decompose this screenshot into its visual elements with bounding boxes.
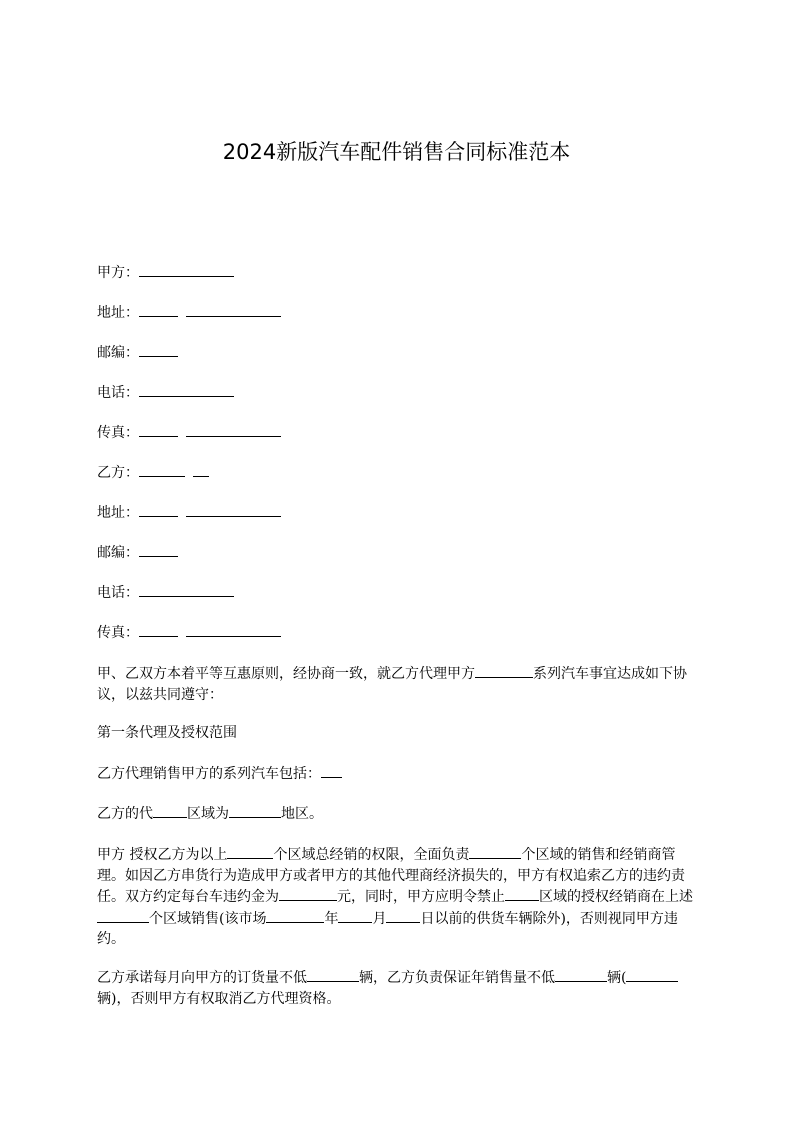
auth-blank-3 [505,886,539,901]
party-a-fax-blank [139,422,178,437]
quota-text-2: 辆，乙方负责保证年销售量不低 [359,970,555,986]
auth-blank-4 [97,908,149,923]
auth-text-4: 元，同时，甲方应明令禁止 [337,889,505,905]
series-blank [475,663,533,678]
party-b-name-blank [139,462,185,477]
party-a-postcode-line [97,342,178,363]
party-b-address-label: 地址： [97,505,139,521]
agency-area-line [97,803,323,824]
party-b-postcode-blank [139,542,178,557]
article-1-heading: 第一条代理及授权范围 [97,725,237,741]
preamble-text-2: 系列汽车事宜达成如下协议，以兹共同遵守： [97,666,687,703]
party-b-phone-blank [139,582,234,597]
party-b-fax-label: 传真： [97,625,139,641]
party-b-phone-label: 电话： [97,585,139,601]
party-b-name-label: 乙方： [97,465,139,481]
party-b-phone-line [97,582,234,603]
party-b-name-line [97,462,209,483]
party-a-phone-label: 电话： [97,385,139,401]
party-a-postcode-label: 邮编： [97,345,139,361]
year-label: 年 [324,910,339,927]
preamble-paragraph [97,663,701,705]
annual-sales-blank [555,967,607,982]
party-b-postcode-line [97,542,178,563]
month-blank [338,908,372,923]
annual-sales-blank-2 [626,967,678,982]
party-b-address-blank-2 [186,502,281,517]
models-label: 乙方代理销售甲方的系列汽车包括： [97,766,321,782]
day-blank [386,908,420,923]
party-a-address-label: 地址： [97,305,139,321]
party-a-name-blank [139,262,234,277]
party-a-name-line [97,262,234,283]
penalty-amount-blank [279,886,337,901]
models-blank [321,763,342,778]
party-b-fax-blank [139,622,178,637]
preamble-text-1: 甲、乙双方本着平等互惠原则，经协商一致，就乙方代理甲方 [97,666,475,682]
document-title: 2024新版汽车配件销售合同标准范本 [222,140,571,164]
party-b-postcode-label: 邮编： [97,545,139,561]
party-a-address-blank-2 [186,302,281,317]
party-a-postcode-blank [139,342,178,357]
sales-quota-paragraph [97,967,701,1009]
party-a-fax-label: 传真： [97,425,139,441]
party-a-phone-blank [139,382,234,397]
quota-text-1: 乙方承诺每月向甲方的订货量不低 [97,970,307,986]
party-a-address-blank [139,302,178,317]
year-blank [266,908,324,923]
party-a-name-label: 甲方： [97,265,139,281]
auth-text-3: 个区域的销售和经销商管理。如因乙方串货行为造成甲方或者甲方的其他代理商经济损失的，甲方有权追索乙方的违约责任。双方约定每台车违约金为 [97,847,685,905]
month-label: 月 [372,910,387,927]
party-a-fax-blank-2 [186,422,281,437]
party-a-phone-line [97,382,234,403]
authorization-paragraph [97,844,701,950]
party-b-fax-blank-2 [186,622,281,637]
auth-text-6: 个区域销售(该市场 [149,910,267,927]
auth-text-2: 个区域总经销的权限，全面负责 [273,847,470,863]
party-b-address-blank [139,502,178,517]
quota-text-4: 辆)，否则甲方有权取消乙方代理资格。 [97,990,341,1007]
party-a-fax-line [97,422,281,443]
quota-text-3: 辆( [607,970,627,986]
area-text-3: 地区。 [281,806,323,822]
party-b-name-blank-2 [193,462,209,477]
auth-text-1: 甲方 授权乙方为以上 [97,847,228,863]
auth-text-5: 区域的授权经销商在上述 [539,889,693,905]
area-text-1: 乙方的代 [97,806,153,822]
party-a-address-line [97,302,281,323]
auth-blank-1 [227,844,273,859]
area-blank-2 [229,803,281,818]
models-line [97,763,342,784]
party-b-fax-line [97,622,281,643]
party-b-address-line [97,502,281,523]
auth-blank-2 [469,844,521,859]
monthly-order-blank [307,967,359,982]
area-blank-1 [153,803,187,818]
area-text-2: 区域为 [187,806,229,822]
auth-text-7: 日以前的供货车辆除外)，否则视同甲方违约。 [97,910,678,947]
